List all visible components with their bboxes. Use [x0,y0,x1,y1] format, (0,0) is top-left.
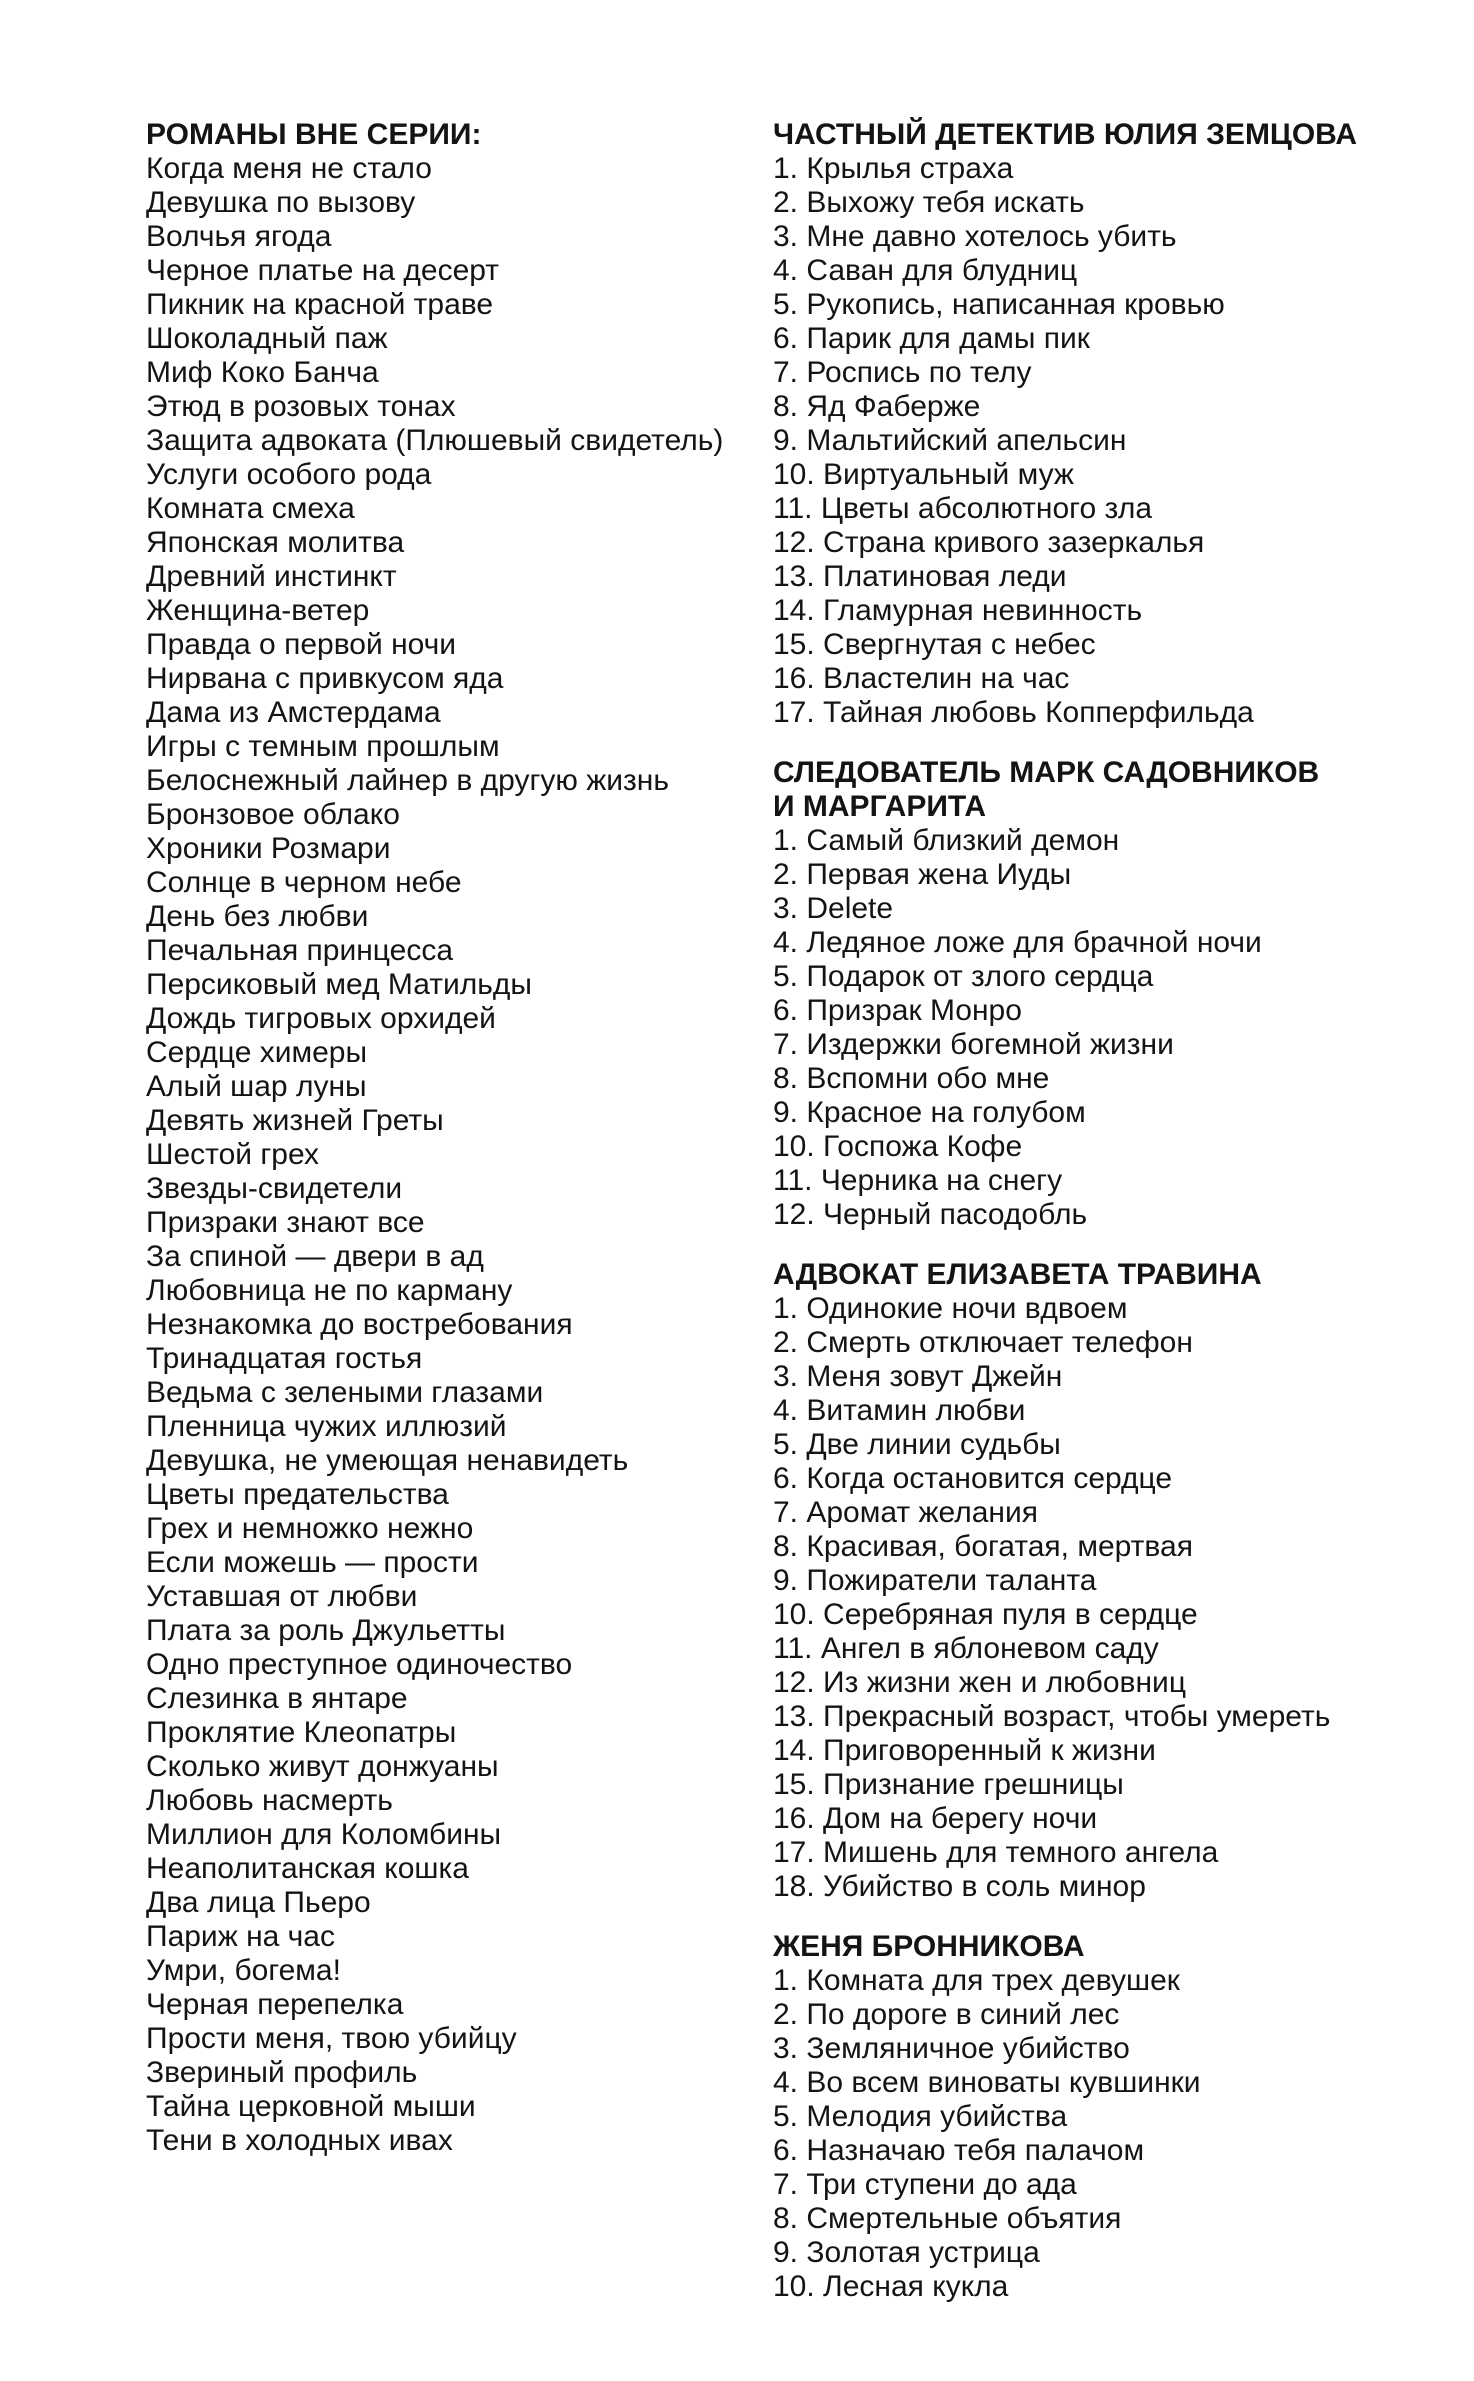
series-book-title: 14. Приговоренный к жизни [773,1734,1156,1767]
series-book-title: 3. Delete [773,892,894,925]
book-title: Ведьма с зелеными глазами [146,1376,544,1409]
book-title: Японская молитва [146,526,405,559]
book-title: Прости меня, твою убийцу [146,2022,517,2055]
series-book-title: 5. Мелодия убийства [773,2100,1068,2133]
book-title: Древний инстинкт [146,560,397,593]
book-title: Слезинка в янтаре [146,1682,408,1715]
book-title: День без любви [146,900,369,933]
book-title: Тайна церковной мыши [146,2090,476,2123]
book-title: Сердце химеры [146,1036,368,1069]
book-title: Если можешь — прости [146,1546,479,1579]
book-title: Черная перепелка [146,1988,404,2021]
book-title: Девушка, не умеющая ненавидеть [146,1444,629,1477]
series-book-title: 8. Вспомни обо мне [773,1062,1050,1095]
series-section [773,1258,1463,1904]
book-title: Звериный профиль [146,2056,418,2089]
series-book-title: 10. Виртуальный муж [773,458,1074,491]
series-book-list [773,152,1463,730]
series-book-title: 3. Мне давно хотелось убить [773,220,1177,253]
book-title: Призраки знают все [146,1206,425,1239]
book-title: Незнакомка до востребования [146,1308,573,1341]
series-book-title: 1. Комната для трех девушек [773,1964,1180,1997]
book-title: Одно преступное одиночество [146,1648,573,1681]
series-book-title: 9. Красное на голубом [773,1096,1086,1129]
series-book-title: 16. Дом на берегу ночи [773,1802,1098,1835]
book-title: Проклятие Клеопатры [146,1716,457,1749]
series-book-title: 9. Мальтийский апельсин [773,424,1127,457]
series-book-title: 2. Смерть отключает телефон [773,1326,1193,1359]
book-title: Дама из Амстердама [146,696,441,729]
series-book-list [773,1292,1463,1904]
book-title: Два лица Пьеро [146,1886,371,1919]
series-book-title: 2. Выхожу тебя искать [773,186,1085,219]
series-book-title: 4. Витамин любви [773,1394,1026,1427]
book-title: За спиной — двери в ад [146,1240,484,1273]
book-title: Печальная принцесса [146,934,454,967]
book-title: Шестой грех [146,1138,320,1171]
series-book-title: 11. Цветы абсолютного зла [773,492,1153,525]
book-title: Когда меня не стало [146,152,432,185]
book-title: Женщина-ветер [146,594,370,627]
series-book-title: 2. Первая жена Иуды [773,858,1072,891]
book-title: Цветы предательства [146,1478,449,1511]
series-section [773,1930,1463,2304]
book-title: Алый шар луны [146,1070,367,1103]
series-section [773,756,1463,1232]
series-book-title: 11. Черника на снегу [773,1164,1063,1197]
book-title: Любовь насмерть [146,1784,393,1817]
book-title: Дождь тигровых орхидей [146,1002,496,1035]
book-title: Девять жизней Греты [146,1104,444,1137]
series-book-title: 8. Красивая, богатая, мертвая [773,1530,1193,1563]
series-book-title: 6. Призрак Монро [773,994,1022,1027]
series-book-title: 13. Прекрасный возраст, чтобы умереть [773,1700,1331,1733]
series-book-title: 5. Две линии судьбы [773,1428,1061,1461]
series-book-title: 9. Золотая устрица [773,2236,1040,2269]
book-title: Умри, богема! [146,1954,341,1987]
series-book-title: 4. Саван для блудниц [773,254,1078,287]
series-book-title: 4. Ледяное ложе для брачной ночи [773,926,1262,959]
series-book-title: 13. Платиновая леди [773,560,1067,593]
book-title: Волчья ягода [146,220,332,253]
book-title: Услуги особого рода [146,458,432,491]
book-title: Нирвана с привкусом яда [146,662,504,695]
series-book-title: 10. Госпожа Кофе [773,1130,1023,1163]
series-book-title: 15. Свергнутая с небес [773,628,1096,661]
series-book-title: 10. Лесная кукла [773,2270,1009,2303]
book-title: Защита адвоката (Плюшевый свидетель) [146,424,724,457]
series-book-title: 17. Мишень для темного ангела [773,1836,1219,1869]
series-book-title: 6. Назначаю тебя палачом [773,2134,1145,2167]
series-book-title: 11. Ангел в яблоневом саду [773,1632,1159,1665]
series-section [773,118,1463,730]
book-title: Шоколадный паж [146,322,388,355]
series-book-title: 5. Рукопись, написанная кровью [773,288,1225,321]
book-title: Грех и немножко нежно [146,1512,474,1545]
book-title: Любовница не по карману [146,1274,513,1307]
standalone-novels-heading: РОМАНЫ ВНЕ СЕРИИ: [146,118,482,151]
book-title: Бронзовое облако [146,798,400,831]
book-title: Хроники Розмари [146,832,391,865]
book-title: Звезды-свидетели [146,1172,403,1205]
book-title: Париж на час [146,1920,335,1953]
series-book-title: 4. Во всем виноваты кувшинки [773,2066,1201,2099]
book-title: Правда о первой ночи [146,628,457,661]
series-book-title: 2. По дороге в синий лес [773,1998,1120,2031]
book-title: Девушка по вызову [146,186,416,219]
series-heading: АДВОКАТ ЕЛИЗАВЕТА ТРАВИНА [773,1258,1262,1291]
series-book-title: 7. Три ступени до ада [773,2168,1077,2201]
book-title: Комната смеха [146,492,355,525]
standalone-novels-column [146,118,756,2158]
series-book-title: 10. Серебряная пуля в сердце [773,1598,1198,1631]
book-title: Плата за роль Джульетты [146,1614,506,1647]
book-title: Этюд в розовых тонах [146,390,456,423]
book-title: Черное платье на десерт [146,254,500,287]
series-book-title: 7. Роспись по телу [773,356,1032,389]
series-book-title: 3. Земляничное убийство [773,2032,1130,2065]
series-book-title: 7. Аромат желания [773,1496,1038,1529]
book-title: Белоснежный лайнер в другую жизнь [146,764,670,797]
series-book-list [773,824,1463,1232]
series-heading: СЛЕДОВАТЕЛЬ МАРК САДОВНИКОВ И МАРГАРИТА [773,756,1320,823]
book-title: Персиковый мед Матильды [146,968,532,1001]
book-title: Тени в холодных ивах [146,2124,453,2157]
series-book-title: 12. Черный пасодобль [773,1198,1088,1231]
series-column [773,118,1463,2304]
series-book-title: 8. Смертельные объятия [773,2202,1122,2235]
book-title: Тринадцатая гостья [146,1342,423,1375]
series-book-title: 3. Меня зовут Джейн [773,1360,1063,1393]
series-book-title: 12. Страна кривого зазеркалья [773,526,1205,559]
series-book-title: 8. Яд Фаберже [773,390,981,423]
series-heading: ЧАСТНЫЙ ДЕТЕКТИВ ЮЛИЯ ЗЕМЦОВА [773,118,1358,151]
series-book-title: 18. Убийство в соль минор [773,1870,1146,1903]
series-book-title: 16. Властелин на час [773,662,1070,695]
book-title: Игры с темным прошлым [146,730,500,763]
series-book-title: 9. Пожиратели таланта [773,1564,1097,1597]
series-book-title: 5. Подарок от злого сердца [773,960,1154,993]
series-book-title: 7. Издержки богемной жизни [773,1028,1174,1061]
series-book-title: 15. Признание грешницы [773,1768,1124,1801]
standalone-novels-list [146,152,756,2158]
series-book-title: 6. Парик для дамы пик [773,322,1090,355]
book-title: Неаполитанская кошка [146,1852,469,1885]
series-book-title: 1. Крылья страха [773,152,1014,185]
series-book-list [773,1964,1463,2304]
book-title: Уставшая от любви [146,1580,418,1613]
series-heading: ЖЕНЯ БРОННИКОВА [773,1930,1085,1963]
series-book-title: 14. Гламурная невинность [773,594,1143,627]
book-title: Миф Коко Банча [146,356,379,389]
book-title: Пикник на красной траве [146,288,494,321]
series-book-title: 17. Тайная любовь Копперфильда [773,696,1254,729]
book-title: Солнце в черном небе [146,866,462,899]
book-title: Сколько живут донжуаны [146,1750,499,1783]
series-book-title: 12. Из жизни жен и любовниц [773,1666,1186,1699]
book-title: Пленница чужих иллюзий [146,1410,507,1443]
series-book-title: 1. Самый близкий демон [773,824,1120,857]
series-book-title: 6. Когда остановится сердце [773,1462,1173,1495]
series-book-title: 1. Одинокие ночи вдвоем [773,1292,1128,1325]
book-title: Миллион для Коломбины [146,1818,502,1851]
